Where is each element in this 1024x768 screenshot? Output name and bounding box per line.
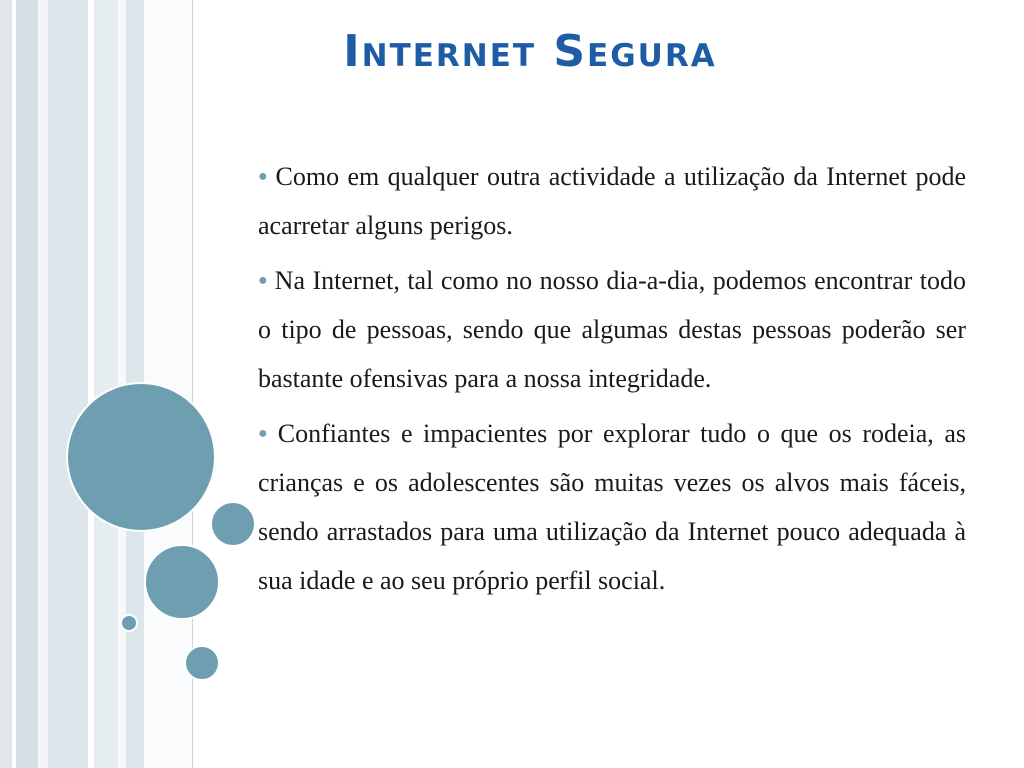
dot-bullet-icon: ● <box>258 168 270 185</box>
decor-circle-small <box>184 645 220 681</box>
decor-stripe <box>0 0 12 768</box>
dot-bullet-icon: ● <box>258 425 272 442</box>
slide-body <box>258 152 966 611</box>
paragraph-text: Na Internet, tal como no nosso dia-a-dia, podemos encontrar todo o tipo de pessoas, sendo que algumas destas pessoas poderão ser bastante ofensivas para a nossa integridade. <box>258 266 966 393</box>
decor-circle-tiny <box>120 614 138 632</box>
decor-circle-medium <box>144 544 220 620</box>
bullet-paragraph <box>258 409 966 605</box>
decor-circle-large <box>66 382 216 532</box>
dot-bullet-icon: ● <box>258 272 269 289</box>
bullet-paragraph <box>258 152 966 250</box>
paragraph-text: Confiantes e impacientes por explorar tudo o que os rodeia, as crianças e os adolescentes são muitas vezes os alvos mais fáceis, sendo arrastados para uma utilização da Internet pouco adequada à sua idade e ao seu próprio perfil social. <box>258 419 966 595</box>
paragraph-text: Como em qualquer outra actividade a utilização da Internet pode acarretar alguns perigos. <box>258 162 966 240</box>
decor-stripe <box>16 0 38 768</box>
decor-circle-small <box>210 501 256 547</box>
decor-stripe <box>94 0 118 768</box>
decor-stripe <box>38 0 48 768</box>
slide-title: Internet Segura <box>343 26 717 77</box>
decor-stripe <box>48 0 88 768</box>
bullet-paragraph <box>258 256 966 403</box>
